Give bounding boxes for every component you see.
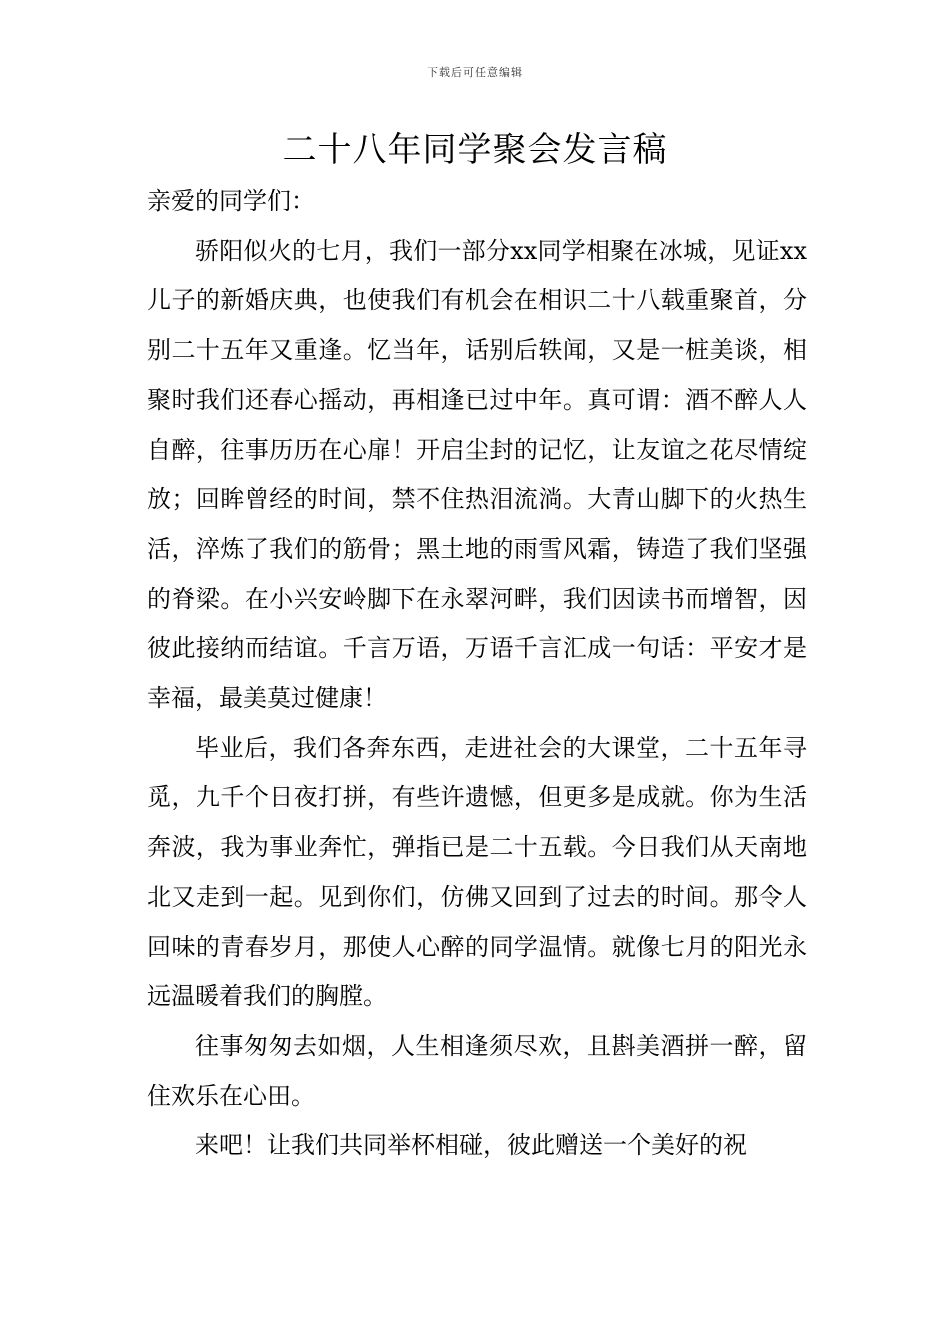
document-body — [147, 177, 807, 1171]
paragraph-3: 往事匆匆去如烟，人生相逢须尽欢，且斟美酒拼一醉，留住欢乐在心田。 — [147, 1031, 807, 1110]
header-note: 下载后可任意编辑 — [427, 66, 523, 79]
paragraph-4: 来吧！让我们共同举杯相碰，彼此赠送一个美好的祝 — [195, 1131, 747, 1160]
paragraph-2: 毕业后，我们各奔东西，走进社会的大课堂，二十五年寻觅，九千个日夜打拼，有些许遗憾，但更多是成就。你为生活奔波，我为事业奔忙，弹指已是二十五载。今日我们从天南地北又走到一起。见到你们，仿佛又回到了过去的时间。那令人回味的青春岁月，那使人心醉的同学温情。就像七月的阳光永远温暖着我们的胸膛。 — [147, 733, 807, 1011]
greeting: 亲爱的同学们： — [147, 187, 315, 215]
paragraph-1: 骄阳似火的七月，我们一部分xx同学相聚在冰城，见证xx儿子的新婚庆典，也使我们有机会在相识二十八载重聚首，分别二十五年又重逢。忆当年，话别后轶闻，又是一桩美谈，相聚时我们还春心摇动，再相逢已过中年。真可谓：酒不醉人人自醉，往事历历在心扉！开启尘封的记忆，让友谊之花尽情绽放；回眸曾经的时间，禁不住热泪流淌。大青山脚下的火热生活，淬炼了我们的筋骨；黑土地的雨雪风霜，铸造了我们坚强的脊梁。在小兴安岭脚下在永翠河畔，我们因读书而增智，因彼此接纳而结谊。千言万语，万语千言汇成一句话：平安才是幸福，最美莫过健康！ — [147, 236, 807, 713]
page-title: 二十八年同学聚会发言稿 — [282, 130, 668, 170]
